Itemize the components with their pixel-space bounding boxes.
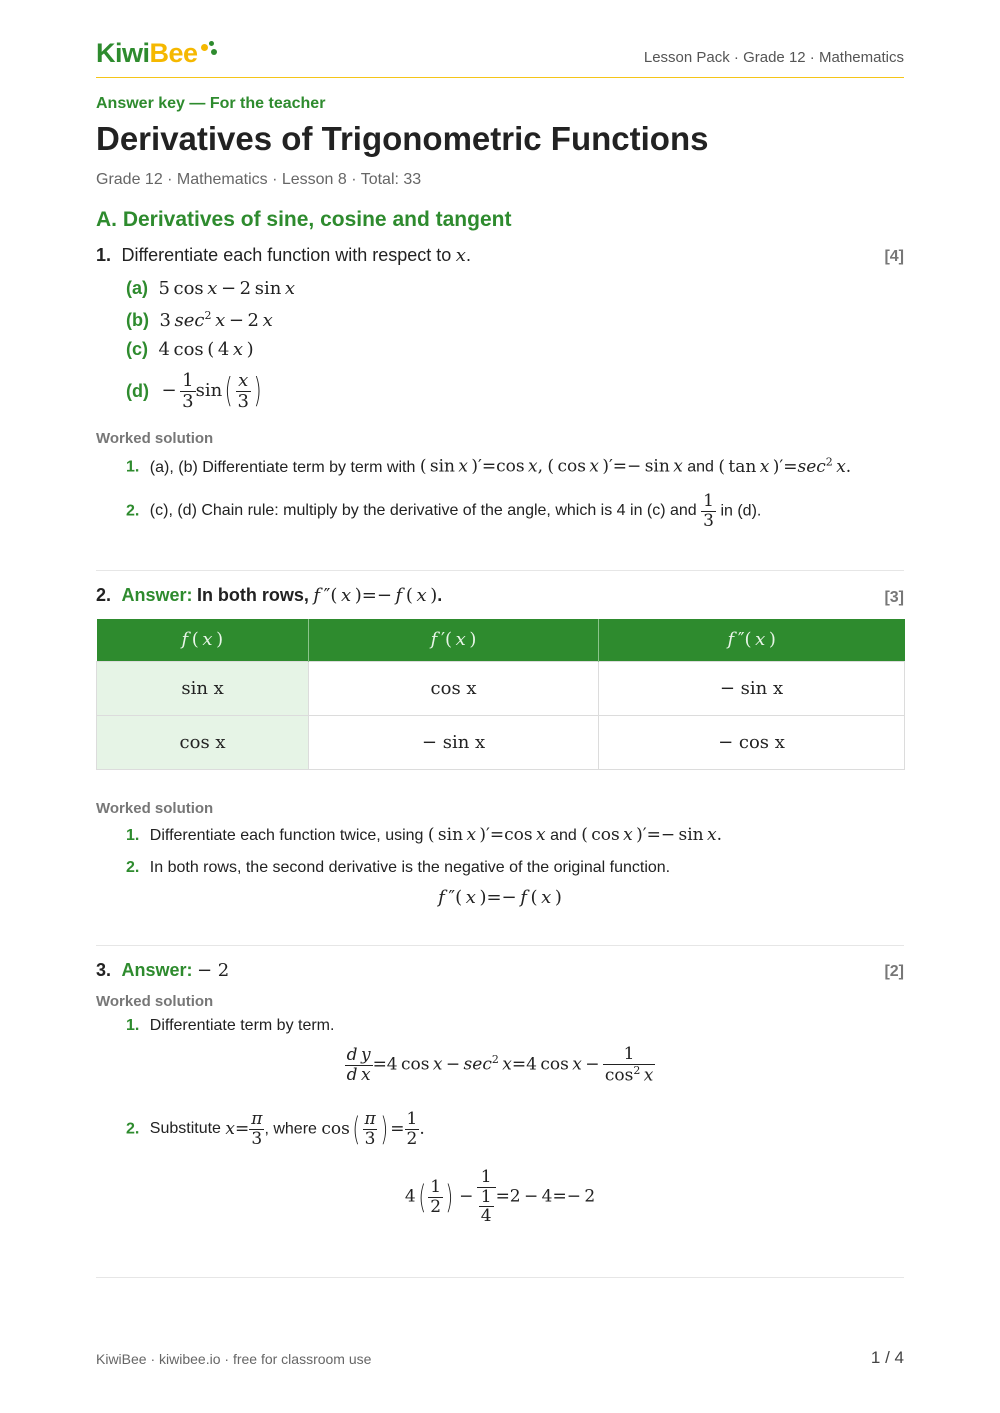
math-expression: ( cos x )′=− sin x <box>547 456 683 477</box>
answer-key-label: Answer key — For the teacher <box>96 95 326 112</box>
math-expression: ( tan x )$'=\sec^2$ x. <box>718 455 852 477</box>
math-expression: f ″( x )=− f ( x ) <box>313 585 438 606</box>
solution-step: 2. Substitute x= $\frac{\pi}{3}$ , where cos( $\frac{\pi}{3}$ ) = $\frac{1}{2}$ . <box>126 1109 425 1149</box>
divider <box>96 570 904 571</box>
section-heading-a: A. Derivatives of sine, cosine and tangent <box>96 208 512 231</box>
step-number: 2. <box>126 859 140 876</box>
answer-text: In both rows, <box>196 585 309 605</box>
table-cell: cos x <box>309 661 599 715</box>
math-expression: − $\frac{1}{3}$ sin( $\frac{x}{3}$ ) <box>161 370 262 412</box>
lesson-meta: Grade 12 · Mathematics · Lesson 8 · Total: 33 <box>96 171 422 188</box>
solution-step <box>126 859 670 877</box>
question-variable: x <box>455 245 466 266</box>
table-header-row <box>97 619 905 661</box>
table-cell: sin x <box>97 661 309 715</box>
step-number: 2. <box>126 1120 140 1138</box>
divider <box>96 945 904 946</box>
column-header-f-double-prime: f ″( x ) <box>598 619 904 661</box>
question-1-stem: 1. Differentiate each function with respect to x. <box>96 245 471 266</box>
column-header-f: f ( x ) <box>97 619 309 661</box>
part-label: (a) <box>126 278 148 298</box>
logo-kiwi: Kiwi <box>96 38 150 68</box>
part-b <box>126 309 273 331</box>
logo-bee: Bee <box>149 38 198 68</box>
math-expression: 3 $\sec^2 x - 2$ x <box>159 309 273 331</box>
worked-solution-label: Worked solution <box>96 430 214 447</box>
header-meta: Lesson Pack · Grade 12 · Mathematics <box>643 49 904 66</box>
math-expression: 5 cos x − 2 sin x <box>158 278 296 299</box>
table-cell: − cos x <box>598 715 904 769</box>
derivative-table <box>96 619 905 770</box>
part-d <box>126 371 264 412</box>
column-header-f-prime: f ′( x ) <box>309 619 599 661</box>
question-text: Differentiate each function with respect to <box>121 245 452 265</box>
answer-value: − 2 <box>196 960 230 981</box>
answer-label: Answer: <box>121 585 193 605</box>
step-text: (c), (d) Chain rule: multiply by the derivative of the angle, which is 4 in (c) and <box>149 502 697 520</box>
math-expression: ( cos x )′=− sin x. <box>581 825 723 845</box>
worked-solution-label: Worked solution <box>96 800 214 817</box>
step-number: 1. <box>126 458 140 476</box>
step-text: Substitute <box>149 1120 221 1138</box>
step-text: In both rows, the second derivative is the negative of the original function. <box>149 859 671 876</box>
table-cell: − sin x <box>309 715 599 769</box>
part-label: (c) <box>126 339 148 359</box>
step-text: and <box>550 827 577 844</box>
step-text: Differentiate term by term. <box>149 1017 335 1034</box>
table-row <box>97 661 905 715</box>
footer-credit: KiwiBee · kiwibee.io · free for classroom use <box>96 1351 372 1367</box>
math-expression: 4 cos ( 4 x ) <box>158 339 254 360</box>
question-number: 3. <box>96 960 112 980</box>
step-number: 2. <box>126 502 140 520</box>
table-cell: cos x <box>97 715 309 769</box>
solution-step <box>126 825 722 845</box>
part-c <box>126 339 254 360</box>
math-expression: x= $\frac{\pi}{3}$ <box>225 1109 263 1149</box>
math-expression: cos( $\frac{\pi}{3}$ ) = $\frac{1}{2}$ . <box>321 1109 425 1149</box>
step-text: in (d). <box>720 502 762 520</box>
table-row <box>97 715 905 769</box>
table-cell: − sin x <box>598 661 904 715</box>
display-equation: $\frac{\text{d y}}{\text{d x}}$ =4 $\cos x - \sec^2 x=4$ cos x − $\frac{1}{\cos^2 x}$ <box>346 1044 654 1086</box>
question-2-stem: 2. Answer: In both rows, f ″( x )=− f ( x ). <box>96 585 443 606</box>
math-expression: $\frac{1}{3}$ <box>703 491 714 531</box>
worked-solution-label: Worked solution <box>96 993 214 1010</box>
part-label: (b) <box>126 310 149 330</box>
solution-step <box>126 1017 334 1035</box>
marks-badge: [2] <box>884 963 904 980</box>
step-text: Differentiate each function twice, using <box>149 827 424 844</box>
bee-dots-icon <box>200 38 218 58</box>
math-expression: ( sin x )′=cos x <box>427 825 546 845</box>
answer-label: Answer: <box>121 960 193 980</box>
part-label: (d) <box>126 380 149 401</box>
divider <box>96 1277 904 1278</box>
step-text: where <box>273 1120 317 1138</box>
page-title: Derivatives of Trigonometric Functions <box>96 120 709 157</box>
kiwibee-logo[interactable] <box>96 38 218 69</box>
display-equation: f ″( x )=− f ( x ) <box>438 887 562 908</box>
solution-step <box>126 455 851 477</box>
question-3-stem <box>96 960 229 981</box>
page <box>96 0 904 1413</box>
marks-badge: [3] <box>884 589 904 606</box>
page-number: 1 / 4 <box>870 1348 904 1367</box>
question-number: 1. <box>96 245 112 265</box>
question-number: 2. <box>96 585 112 605</box>
step-text: (a), (b) Differentiate term by term with <box>149 458 416 476</box>
marks-badge: [4] <box>884 248 904 265</box>
step-number: 1. <box>126 827 140 844</box>
part-a <box>126 278 295 299</box>
step-number: 1. <box>126 1017 140 1034</box>
step-text: and <box>687 458 714 476</box>
solution-step <box>126 492 761 530</box>
math-expression: ( sin x )′=cos x, <box>419 456 543 477</box>
display-equation: 4( $\frac{1}{2}$ ) − $\frac{1}{\frac{1}{4}}$ =2 − 4=− 2 <box>404 1167 596 1227</box>
header-divider <box>96 77 904 78</box>
